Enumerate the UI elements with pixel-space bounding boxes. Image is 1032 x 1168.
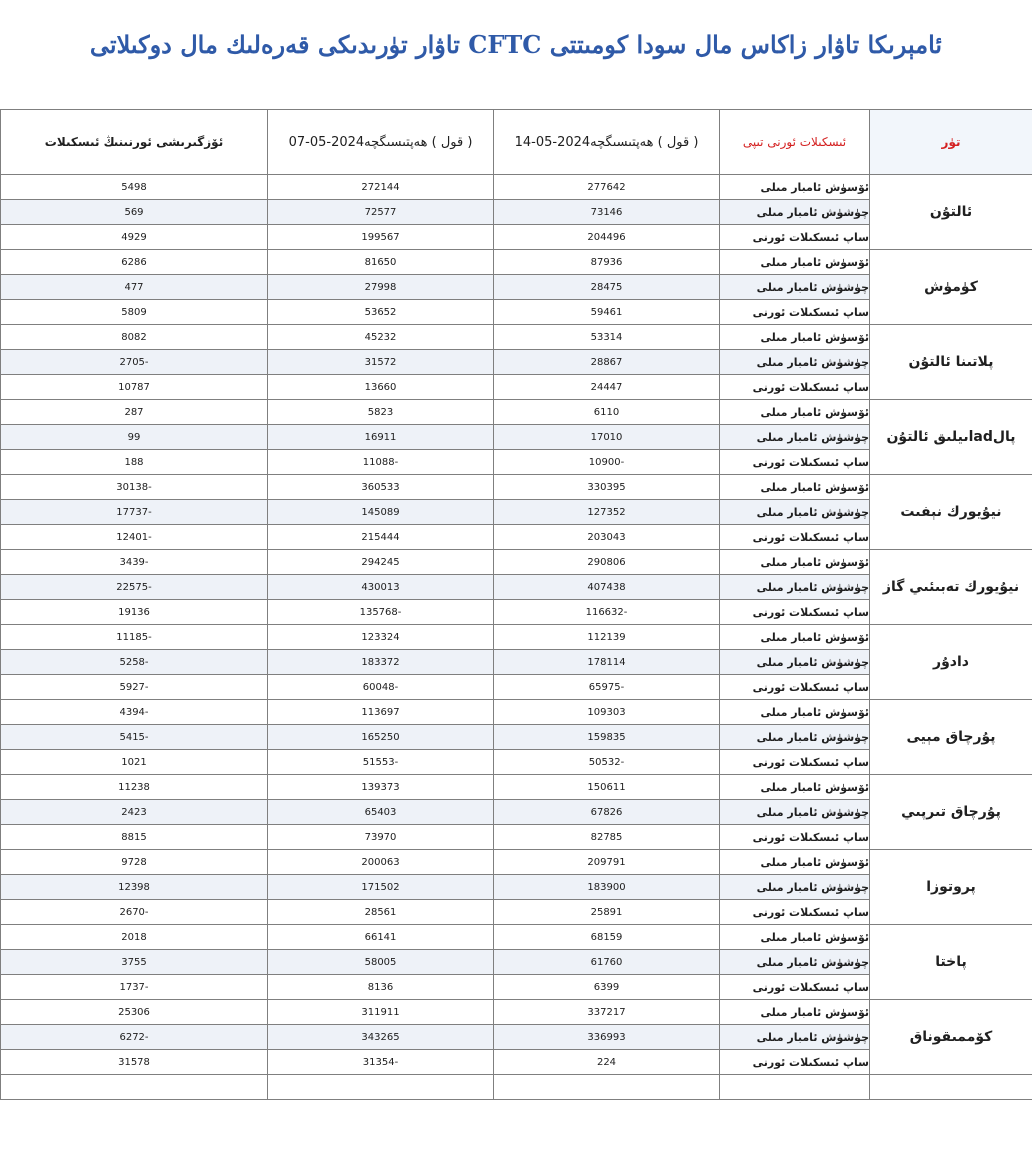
commodity-name: پۇرچاق مېيى [870, 700, 1032, 775]
value-change: 10787 [1, 375, 268, 400]
value-2024-05-07: 171502 [268, 875, 494, 900]
value-2024-05-14: 209791 [494, 850, 720, 875]
empty-cell [870, 1075, 1032, 1100]
header-position-type: ئىسكىلات ئورنى تىپى [720, 110, 870, 175]
value-2024-05-14: 290806 [494, 550, 720, 575]
position-type-cell: ئۆسۈش ئامبار مىلى [720, 850, 870, 875]
value-2024-05-07: 294245 [268, 550, 494, 575]
position-type-cell: ئۆسۈش ئامبار مىلى [720, 925, 870, 950]
value-2024-05-14: 150611 [494, 775, 720, 800]
value-change: -30138 [1, 475, 268, 500]
commodity-name: پالladىيلىق ئالتۇن [870, 400, 1032, 475]
value-change: 31578 [1, 1050, 268, 1075]
value-2024-05-14: -10900 [494, 450, 720, 475]
value-2024-05-07: 27998 [268, 275, 494, 300]
value-change: 9728 [1, 850, 268, 875]
position-type-cell: چۈشۈش ئامبار مىلى [720, 650, 870, 675]
position-type-cell: ساپ ئىسكىلات ئورنى [720, 225, 870, 250]
table-body [1, 175, 1032, 1100]
position-type-cell: چۈشۈش ئامبار مىلى [720, 800, 870, 825]
commodity-name: پروتوزا [870, 850, 1032, 925]
value-2024-05-14: 127352 [494, 500, 720, 525]
value-change: -11185 [1, 625, 268, 650]
value-2024-05-14: 61760 [494, 950, 720, 975]
value-2024-05-07: 311911 [268, 1000, 494, 1025]
value-2024-05-14: 82785 [494, 825, 720, 850]
value-change: 25306 [1, 1000, 268, 1025]
value-2024-05-07: 5823 [268, 400, 494, 425]
position-type-cell: ساپ ئىسكىلات ئورنى [720, 600, 870, 625]
value-2024-05-07: 58005 [268, 950, 494, 975]
value-2024-05-07: 45232 [268, 325, 494, 350]
position-type-cell: چۈشۈش ئامبار مىلى [720, 350, 870, 375]
commodity-name: كۈمۈش [870, 250, 1032, 325]
value-change: 6286 [1, 250, 268, 275]
position-type-cell: ساپ ئىسكىلات ئورنى [720, 675, 870, 700]
value-2024-05-07: 65403 [268, 800, 494, 825]
value-2024-05-14: 183900 [494, 875, 720, 900]
value-2024-05-07: 31572 [268, 350, 494, 375]
value-2024-05-14: 68159 [494, 925, 720, 950]
empty-cell [1, 1075, 268, 1100]
position-type-cell: ساپ ئىسكىلات ئورنى [720, 975, 870, 1000]
value-change: 188 [1, 450, 268, 475]
position-type-cell: ئۆسۈش ئامبار مىلى [720, 325, 870, 350]
position-type-cell: چۈشۈش ئامبار مىلى [720, 575, 870, 600]
position-type-cell: چۈشۈش ئامبار مىلى [720, 500, 870, 525]
table-header-row [1, 110, 1032, 175]
position-type-cell: چۈشۈش ئامبار مىلى [720, 950, 870, 975]
value-change: 477 [1, 275, 268, 300]
value-2024-05-07: 430013 [268, 575, 494, 600]
value-2024-05-07: -60048 [268, 675, 494, 700]
value-2024-05-14: -50532 [494, 750, 720, 775]
value-change: 2018 [1, 925, 268, 950]
position-type-cell: ساپ ئىسكىلات ئورنى [720, 525, 870, 550]
value-2024-05-07: 81650 [268, 250, 494, 275]
value-change: 287 [1, 400, 268, 425]
position-type-cell: ئۆسۈش ئامبار مىلى [720, 550, 870, 575]
value-2024-05-07: 199567 [268, 225, 494, 250]
value-2024-05-07: 28561 [268, 900, 494, 925]
value-2024-05-14: 178114 [494, 650, 720, 675]
position-type-cell: ئۆسۈش ئامبار مىلى [720, 175, 870, 200]
value-change: -2705 [1, 350, 268, 375]
value-2024-05-14: 330395 [494, 475, 720, 500]
empty-row [1, 1075, 1032, 1100]
value-2024-05-14: 17010 [494, 425, 720, 450]
value-2024-05-14: 204496 [494, 225, 720, 250]
commodity-name: نيۇيورك تەبىئىي گاز [870, 550, 1032, 625]
position-type-cell: ساپ ئىسكىلات ئورنى [720, 1050, 870, 1075]
position-type-cell: چۈشۈش ئامبار مىلى [720, 200, 870, 225]
value-2024-05-07: 113697 [268, 700, 494, 725]
table-row [1, 1000, 1032, 1025]
commodity-name: پاختا [870, 925, 1032, 1000]
value-2024-05-07: 139373 [268, 775, 494, 800]
position-type-cell: چۈشۈش ئامبار مىلى [720, 275, 870, 300]
empty-cell [268, 1075, 494, 1100]
position-type-cell: چۈشۈش ئامبار مىلى [720, 1025, 870, 1050]
value-2024-05-14: 59461 [494, 300, 720, 325]
commodity-name: نيۇيورك نېفىت [870, 475, 1032, 550]
position-type-cell: ئۆسۈش ئامبار مىلى [720, 1000, 870, 1025]
value-2024-05-14: 73146 [494, 200, 720, 225]
value-change: -12401 [1, 525, 268, 550]
value-2024-05-07: 343265 [268, 1025, 494, 1050]
value-2024-05-14: 203043 [494, 525, 720, 550]
table-row [1, 550, 1032, 575]
position-type-cell: ئۆسۈش ئامبار مىلى [720, 250, 870, 275]
value-change: -6272 [1, 1025, 268, 1050]
value-change: -2670 [1, 900, 268, 925]
value-2024-05-14: 87936 [494, 250, 720, 275]
table-row [1, 175, 1032, 200]
value-change: -1737 [1, 975, 268, 1000]
value-2024-05-07: 165250 [268, 725, 494, 750]
value-change: 5498 [1, 175, 268, 200]
header-change: ئۆزگىرىشى ئورنىنىڭ ئىسكىلات [1, 110, 268, 175]
value-2024-05-07: 200063 [268, 850, 494, 875]
value-2024-05-07: -51553 [268, 750, 494, 775]
value-2024-05-07: -31354 [268, 1050, 494, 1075]
value-2024-05-07: 13660 [268, 375, 494, 400]
position-type-cell: ساپ ئىسكىلات ئورنى [720, 825, 870, 850]
empty-cell [494, 1075, 720, 1100]
position-type-cell: ئۆسۈش ئامبار مىلى [720, 625, 870, 650]
table-row [1, 250, 1032, 275]
value-2024-05-07: 16911 [268, 425, 494, 450]
position-type-cell: ساپ ئىسكىلات ئورنى [720, 300, 870, 325]
value-change: 11238 [1, 775, 268, 800]
value-2024-05-14: -65975 [494, 675, 720, 700]
value-2024-05-07: 66141 [268, 925, 494, 950]
value-2024-05-14: -116632 [494, 600, 720, 625]
value-2024-05-14: 53314 [494, 325, 720, 350]
position-type-cell: ساپ ئىسكىلات ئورنى [720, 900, 870, 925]
value-2024-05-07: 215444 [268, 525, 494, 550]
value-2024-05-14: 28867 [494, 350, 720, 375]
cftc-position-table [0, 109, 1032, 1100]
commodity-name: دادۇر [870, 625, 1032, 700]
header-week-2024-05-14: ( قول ) ھەپتىسىگچە2024-05-14 [494, 110, 720, 175]
position-type-cell: ئۆسۈش ئامبار مىلى [720, 700, 870, 725]
value-2024-05-07: 123324 [268, 625, 494, 650]
value-change: 2423 [1, 800, 268, 825]
position-type-cell: ئۆسۈش ئامبار مىلى [720, 475, 870, 500]
commodity-name: كۆممىقوناق [870, 1000, 1032, 1075]
value-2024-05-07: 73970 [268, 825, 494, 850]
table-row [1, 625, 1032, 650]
position-type-cell: چۈشۈش ئامبار مىلى [720, 875, 870, 900]
commodity-name: پلاتىنا ئالتۇن [870, 325, 1032, 400]
value-2024-05-14: 112139 [494, 625, 720, 650]
position-type-cell: ساپ ئىسكىلات ئورنى [720, 450, 870, 475]
value-2024-05-14: 6110 [494, 400, 720, 425]
position-type-cell: چۈشۈش ئامبار مىلى [720, 425, 870, 450]
value-change: 3755 [1, 950, 268, 975]
value-change: -5415 [1, 725, 268, 750]
value-2024-05-14: 336993 [494, 1025, 720, 1050]
value-change: -4394 [1, 700, 268, 725]
position-type-cell: ئۆسۈش ئامبار مىلى [720, 400, 870, 425]
position-type-cell: چۈشۈش ئامبار مىلى [720, 725, 870, 750]
value-2024-05-07: -11088 [268, 450, 494, 475]
commodity-name: پۇرچاق تىرپىي [870, 775, 1032, 850]
table-row [1, 400, 1032, 425]
value-2024-05-14: 67826 [494, 800, 720, 825]
position-type-cell: ئۆسۈش ئامبار مىلى [720, 775, 870, 800]
position-type-cell: ساپ ئىسكىلات ئورنى [720, 375, 870, 400]
value-change: 569 [1, 200, 268, 225]
value-2024-05-07: 8136 [268, 975, 494, 1000]
value-2024-05-14: 407438 [494, 575, 720, 600]
value-2024-05-14: 159835 [494, 725, 720, 750]
value-change: 12398 [1, 875, 268, 900]
value-change: -22575 [1, 575, 268, 600]
value-change: -5927 [1, 675, 268, 700]
value-2024-05-14: 224 [494, 1050, 720, 1075]
value-2024-05-14: 24447 [494, 375, 720, 400]
value-2024-05-07: -135768 [268, 600, 494, 625]
value-change: 99 [1, 425, 268, 450]
value-change: 4929 [1, 225, 268, 250]
table-row [1, 325, 1032, 350]
value-2024-05-07: 72577 [268, 200, 494, 225]
value-2024-05-07: 53652 [268, 300, 494, 325]
value-change: -17737 [1, 500, 268, 525]
position-type-cell: ساپ ئىسكىلات ئورنى [720, 750, 870, 775]
value-change: -5258 [1, 650, 268, 675]
value-change: 5809 [1, 300, 268, 325]
value-2024-05-07: 145089 [268, 500, 494, 525]
value-2024-05-14: 28475 [494, 275, 720, 300]
value-change: 19136 [1, 600, 268, 625]
value-change: 8082 [1, 325, 268, 350]
table-row [1, 475, 1032, 500]
table-row [1, 775, 1032, 800]
value-2024-05-14: 6399 [494, 975, 720, 1000]
table-row [1, 850, 1032, 875]
table-row [1, 925, 1032, 950]
value-2024-05-07: 183372 [268, 650, 494, 675]
table-row [1, 700, 1032, 725]
report-title: ئامېرىكا تاۋار زاكاس مال سودا كومىتتى CFTC تاۋار تۈرىدىكى قەرەلىك مال دوكىلاتى [89, 30, 943, 59]
value-2024-05-07: 272144 [268, 175, 494, 200]
header-category: تۈر [870, 110, 1032, 175]
header-week-2024-05-07: ( قول ) ھەپتىسىگچە2024-05-07 [268, 110, 494, 175]
value-2024-05-14: 277642 [494, 175, 720, 200]
value-2024-05-14: 337217 [494, 1000, 720, 1025]
value-change: -3439 [1, 550, 268, 575]
value-change: 1021 [1, 750, 268, 775]
value-2024-05-14: 109303 [494, 700, 720, 725]
empty-cell [720, 1075, 870, 1100]
value-2024-05-14: 25891 [494, 900, 720, 925]
commodity-name: ئالتۇن [870, 175, 1032, 250]
value-change: 8815 [1, 825, 268, 850]
value-2024-05-07: 360533 [268, 475, 494, 500]
